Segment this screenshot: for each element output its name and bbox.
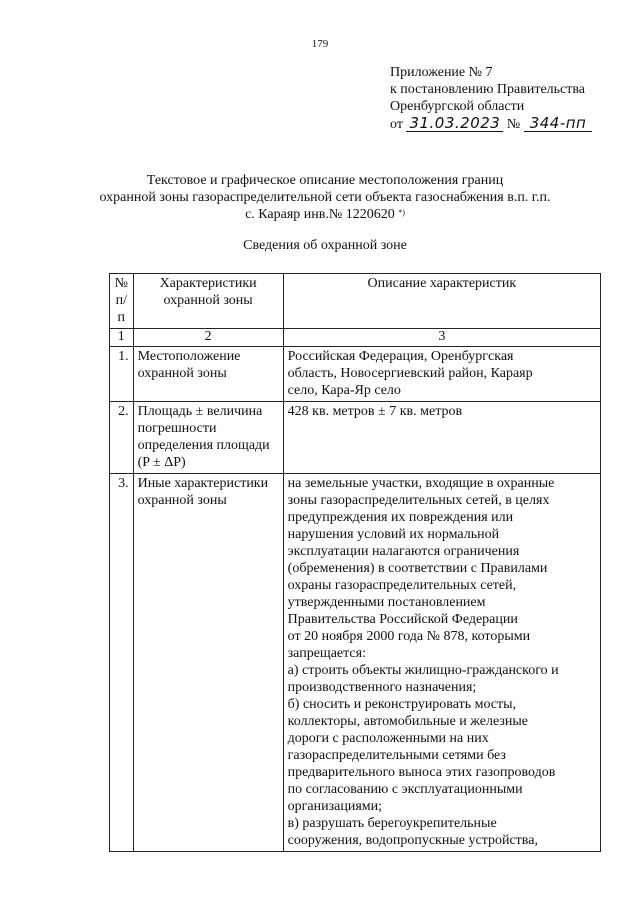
cell-line: предварительного выноса этих газопроводов [287,765,556,780]
row-description [283,402,600,474]
cell-line: нарушения условий их нормальной [287,527,500,542]
cell-line: Площадь ± величина [137,404,263,419]
row-description [283,474,600,852]
header-characteristics-line: Характеристики [159,276,257,291]
cell-line: газораспределительными сетями без [287,748,506,763]
cell-line: Местоположение [137,349,241,364]
cell-line: село, Кара-Яр село [287,383,401,398]
cell-line: организациями; [287,799,383,814]
cell-line: от 20 ноября 2000 года № 878, которыми [287,629,531,644]
appendix-title: Приложение № 7 [390,65,493,80]
table-row [110,402,601,474]
table-index-row [110,329,601,347]
cell-line: (обременения) в соответствии с Правилами [287,561,548,576]
table-row [110,347,601,402]
cell-line: коллекторы, автомобильные и железные [287,714,529,729]
cell-line: Иные характеристики [137,476,269,491]
cell-line: предупреждения их повреждения или [287,510,514,525]
header-description: Описание характеристик [283,274,600,329]
title-line-3-text: с. Караяр инв.№ 1220620 [245,207,395,222]
zone-info-table [109,273,601,852]
cell-line: в) разрушать берегоукрепительные [287,816,497,831]
index-cell: 3 [283,329,600,347]
table-header-row [110,274,601,329]
cell-line: производственного назначения; [287,680,477,695]
header-number [110,274,134,329]
title-line-3 [60,206,590,223]
cell-line: охранной зоны [137,366,227,381]
row-number: 1. [110,347,134,402]
table-row [110,474,601,852]
header-number-line: № [114,276,128,291]
cell-line: область, Новосергиевский район, Караяр [287,366,533,381]
header-characteristics [133,274,283,329]
index-cell: 1 [110,329,134,347]
page-number: 179 [311,38,329,50]
cell-line: а) строить объекты жилищно-гражданского и [287,663,559,678]
document-title [60,172,590,223]
cell-line: охраны газораспределительных сетей, [287,578,517,593]
cell-line: на земельные участки, входящие в охранные [287,476,555,491]
row-characteristic [133,402,283,474]
cell-line: погрешности [137,421,217,436]
cell-line: определения площади [137,438,270,453]
appendix-region: Оренбургской области [390,99,525,114]
cell-line: запрещается: [287,646,366,661]
header-number-line: п/п [115,293,127,325]
appendix-from-label: от [390,117,403,132]
title-line-1: Текстовое и графическое описание местоположения границ [146,173,504,188]
handwritten-number: 344-пп [524,116,593,132]
cell-line: 428 кв. метров ± 7 кв. метров [287,404,463,419]
row-characteristic [133,347,283,402]
handwritten-date: 31.03.2023 [406,116,503,132]
footnote-mark: *) [398,208,405,217]
cell-line: по согласованию с эксплуатационными [287,782,523,797]
cell-line: зоны газораспределительных сетей, в целях [287,493,550,508]
cell-line: б) сносить и реконструировать мосты, [287,697,517,712]
section-heading: Сведения об охранной зоне [243,238,407,253]
row-number: 2. [110,402,134,474]
title-line-2: охранной зоны газораспределительной сети объекта газоснабжения в.п. г.п. [99,190,551,205]
appendix-number-label: № [506,117,521,132]
cell-line: утвержденными постановлением [287,595,486,610]
row-characteristic [133,474,283,852]
index-cell: 2 [133,329,283,347]
cell-line: эксплуатации налагаются ограничения [287,544,520,559]
row-number: 3. [110,474,134,852]
cell-line: сооружения, водопропускные устройства, [287,833,538,848]
cell-line: дороги с расположенными на них [287,731,489,746]
appendix-block [390,64,592,133]
cell-line: Российская Федерация, Оренбургская [287,349,514,364]
appendix-reference: к постановлению Правительства [390,82,586,97]
row-description [283,347,600,402]
header-characteristics-line: охранной зоны [163,293,253,308]
cell-line: охранной зоны [137,493,227,508]
cell-line: (P ± ΔP) [137,455,186,470]
appendix-date-line [390,116,592,133]
cell-line: Правительства Российской Федерации [287,612,518,627]
